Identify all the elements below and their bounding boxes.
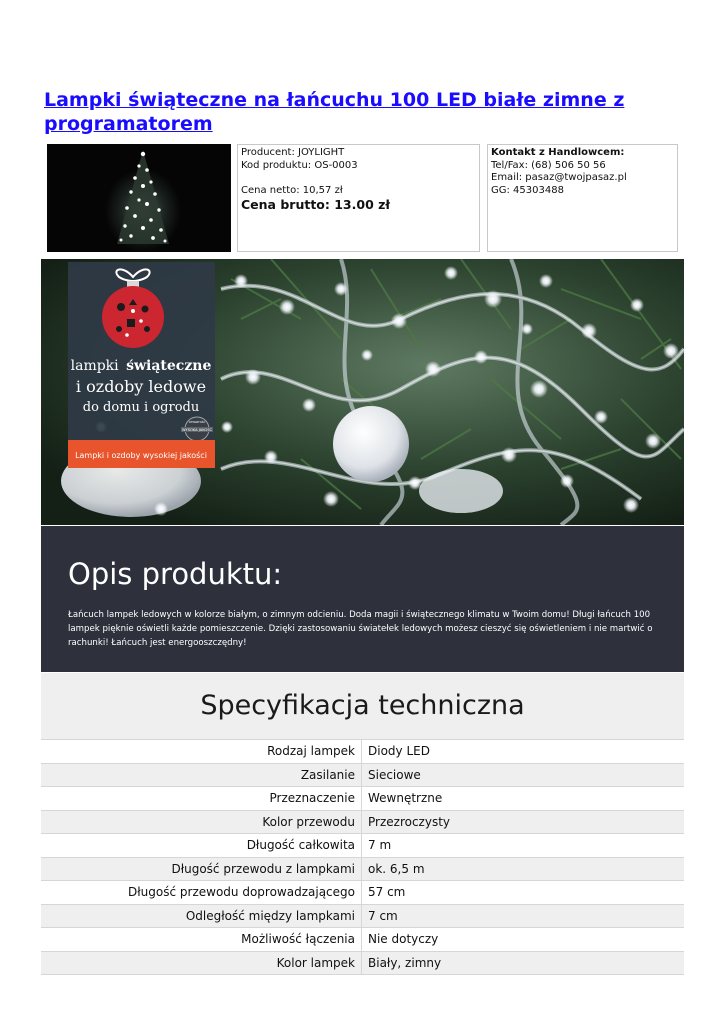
contact-heading: Kontakt z Handlowcem: — [491, 147, 625, 158]
spec-value: 7 cm — [362, 904, 685, 928]
table-row — [41, 951, 684, 975]
spec-value: Nie dotyczy — [362, 928, 685, 952]
product-banner — [41, 259, 684, 525]
spec-value: Wewnętrzne — [362, 787, 685, 811]
product-code-text: Kod produktu: OS-0003 — [241, 159, 358, 171]
spec-label: Zasilanie — [41, 763, 362, 787]
contact-box — [487, 144, 678, 252]
spec-label: Długość przewodu z lampkami — [41, 857, 362, 881]
gross-price-text: Cena brutto: 13.00 zł — [241, 197, 391, 212]
producer-text: Producent: JOYLIGHT — [241, 147, 345, 158]
table-row — [41, 810, 684, 834]
spec-value: Biały, zimny — [362, 951, 685, 975]
banner-line1-light: lampki — [70, 358, 119, 374]
banner-line3: do domu i ogrodu — [82, 400, 200, 415]
product-info-box — [237, 144, 480, 252]
description-panel — [41, 526, 684, 672]
spec-label: Kolor przewodu — [41, 810, 362, 834]
product-thumbnail[interactable] — [47, 144, 231, 252]
net-price-text: Cena netto: 10,57 zł — [241, 184, 343, 196]
description-heading: Opis produktu: — [68, 557, 283, 591]
banner-line2: i ozdoby ledowe — [75, 377, 207, 396]
spec-value: Sieciowe — [362, 763, 685, 787]
table-row — [41, 763, 684, 787]
svg-text:lampki świąteczne — [71, 358, 212, 374]
product-title-link[interactable]: Lampki świąteczne na łańcuchu 100 LED białe zimne z programatorem — [44, 89, 625, 135]
spec-value: Przezroczysty — [362, 810, 685, 834]
table-row — [41, 857, 684, 881]
table-row — [41, 834, 684, 858]
table-row — [41, 787, 684, 811]
description-text: Łańcuch lampek ledowych w kolorze białym, o zimnym odcieniu. Doda magii i świątecznego klimatu w Twoim domu! Długi łańcuch 100 lampek pięknie oświetli każde pomieszczenie. Dzięki zastosowaniu światełek ledowych możesz cieszyć się oświetleniem i nie martwić o rachunki! Łańcuch jest energooszczędny! — [68, 610, 653, 648]
spec-label: Rodzaj lampek — [41, 740, 362, 764]
spec-label: Kolor lampek — [41, 951, 362, 975]
table-row — [41, 881, 684, 905]
spec-label: Odległość między lampkami — [41, 904, 362, 928]
spec-label: Długość całkowita — [41, 834, 362, 858]
spec-label: Przeznaczenie — [41, 787, 362, 811]
table-row — [41, 904, 684, 928]
spec-value: ok. 6,5 m — [362, 857, 685, 881]
banner-promo-panel — [68, 262, 215, 468]
table-row — [41, 740, 684, 764]
contact-phone: Tel/Fax: (68) 506 50 56 — [491, 159, 606, 171]
spec-label: Długość przewodu doprowadzającego — [41, 881, 362, 905]
spec-value: 7 m — [362, 834, 685, 858]
spec-value: Diody LED — [362, 740, 685, 764]
banner-line1-bold: świąteczne — [126, 358, 212, 374]
specs-heading: Specyfikacja techniczna — [41, 673, 684, 739]
spec-label: Możliwość łączenia — [41, 928, 362, 952]
contact-gg: GG: 45303488 — [491, 184, 564, 196]
spec-value: 57 cm — [362, 881, 685, 905]
seal-top-text: OTWARTOŚĆ — [188, 421, 206, 424]
table-row — [41, 928, 684, 952]
banner-image — [41, 259, 684, 525]
specs-table — [41, 739, 684, 975]
quality-badge-text: Lampki i ozdoby wysokiej jakości — [75, 451, 207, 460]
seal-middle-text: WYSOKA JAKOŚĆ — [182, 428, 212, 432]
christmas-tree-image — [47, 144, 231, 252]
contact-email: Email: pasaz@twojpasaz.pl — [491, 172, 627, 183]
